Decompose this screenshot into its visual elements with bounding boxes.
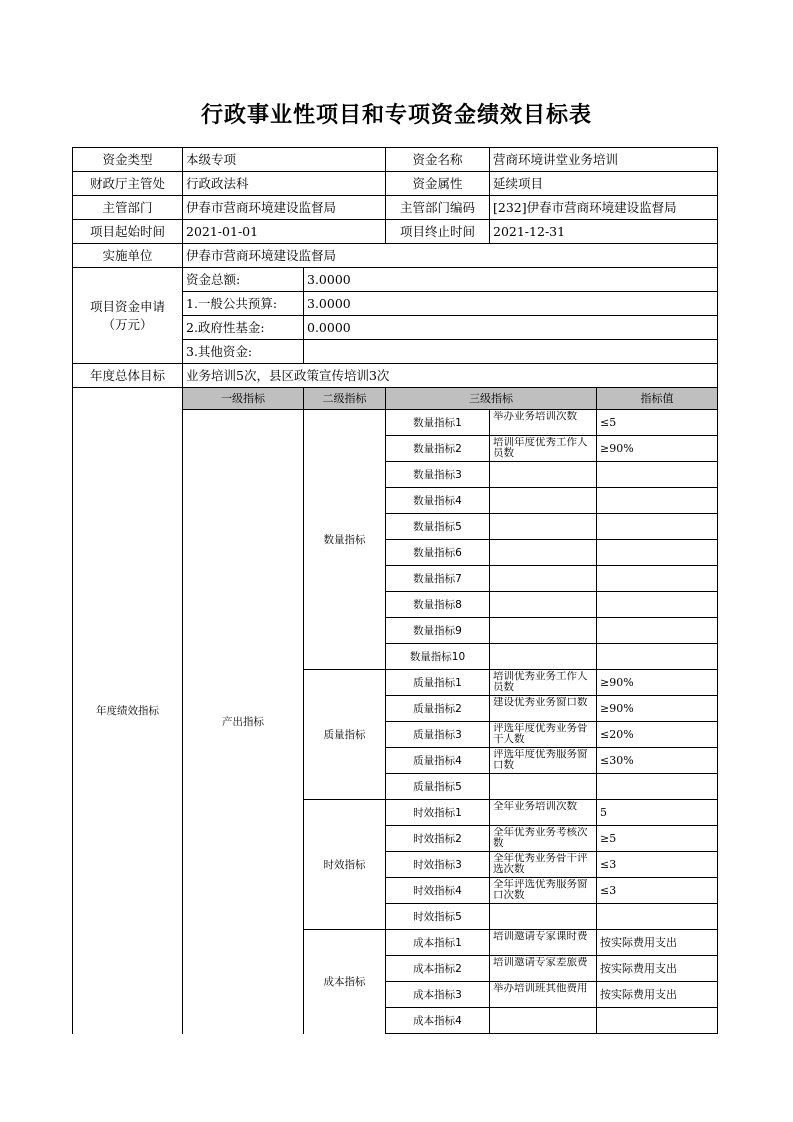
level2-label: 数量指标 <box>304 410 386 670</box>
level3-code: 数量指标7 <box>386 566 490 592</box>
dept-value: 行政政法科 <box>183 172 386 196</box>
indicator-value <box>597 904 718 930</box>
level3-code: 数量指标2 <box>386 436 490 462</box>
level3-desc <box>493 905 593 928</box>
level3-desc <box>493 541 593 564</box>
funding-row-value: 3.0000 <box>304 292 718 316</box>
level3-desc <box>493 463 593 486</box>
level3-desc-cell <box>490 410 597 436</box>
header-value: 指标值 <box>597 388 718 410</box>
funding-row-value <box>304 340 718 364</box>
indicator-value <box>597 488 718 514</box>
funding-row-label: 1.一般公共预算: <box>183 292 304 316</box>
level3-code: 成本指标4 <box>386 1008 490 1034</box>
indicator-value: ≥90% <box>597 436 718 462</box>
level3-code: 数量指标5 <box>386 514 490 540</box>
start-time-value: 2021-01-01 <box>183 220 386 244</box>
level3-code: 数量指标6 <box>386 540 490 566</box>
level3-desc-cell <box>490 982 597 1008</box>
indicator-value <box>597 566 718 592</box>
level1-output-label: 产出指标 <box>183 410 304 1034</box>
level3-code: 时效指标2 <box>386 826 490 852</box>
indicator-value <box>597 774 718 800</box>
level3-desc: 全年优秀业务考核次数 <box>493 827 588 849</box>
level3-desc-cell <box>490 670 597 696</box>
level3-desc-cell <box>490 930 597 956</box>
indicator-value: ≥90% <box>597 696 718 722</box>
indicator-value <box>597 1008 718 1034</box>
level3-desc <box>493 593 593 616</box>
impl-unit-label: 实施单位 <box>73 244 183 268</box>
indicator-value: 5 <box>597 800 718 826</box>
level3-desc-cell <box>490 696 597 722</box>
level3-desc-cell <box>490 618 597 644</box>
funding-row-label: 2.政府性基金: <box>183 316 304 340</box>
funding-label: 项目资金申请（万元） <box>73 268 183 364</box>
level3-desc: 培训年度优秀工作人员数 <box>493 437 588 459</box>
level3-code: 时效指标3 <box>386 852 490 878</box>
level3-code: 数量指标3 <box>386 462 490 488</box>
level3-desc: 举办培训班其他费用 <box>493 983 588 994</box>
level3-code: 成本指标2 <box>386 956 490 982</box>
authority-value: 伊春市营商环境建设监督局 <box>183 196 386 220</box>
level3-code: 质量指标5 <box>386 774 490 800</box>
authority-code-label: 主管部门编码 <box>386 196 490 220</box>
annual-goal-label: 年度总体目标 <box>73 364 183 388</box>
level3-code: 时效指标4 <box>386 878 490 904</box>
level3-desc-cell <box>490 826 597 852</box>
level3-desc-cell <box>490 722 597 748</box>
level3-desc: 评选年度优秀业务骨干人数 <box>493 723 588 745</box>
level3-code: 数量指标10 <box>386 644 490 670</box>
level3-desc <box>493 567 593 590</box>
indicator-value: 按实际费用支出 <box>597 982 718 1008</box>
authority-label: 主管部门 <box>73 196 183 220</box>
indicator-value: 按实际费用支出 <box>597 930 718 956</box>
page-title: 行政事业性项目和专项资金绩效目标表 <box>200 103 592 128</box>
fund-attr-value: 延续项目 <box>490 172 718 196</box>
level2-label: 时效指标 <box>304 800 386 930</box>
level3-code: 数量指标4 <box>386 488 490 514</box>
level3-code: 时效指标5 <box>386 904 490 930</box>
level3-desc-cell <box>490 774 597 800</box>
level3-desc-cell <box>490 644 597 670</box>
level3-desc-cell <box>490 436 597 462</box>
end-time-value: 2021-12-31 <box>490 220 718 244</box>
level3-desc-cell <box>490 956 597 982</box>
level3-desc: 全年优秀业务骨干评选次数 <box>493 853 588 875</box>
level3-code: 数量指标9 <box>386 618 490 644</box>
indicator-value <box>597 462 718 488</box>
level3-desc: 培训优秀业务工作人员数 <box>493 671 588 693</box>
funding-row-value: 0.0000 <box>304 316 718 340</box>
level3-desc: 评选年度优秀服务窗口数 <box>493 749 588 771</box>
level3-desc-cell <box>490 566 597 592</box>
level3-code: 质量指标2 <box>386 696 490 722</box>
level3-desc <box>493 775 593 798</box>
start-time-label: 项目起始时间 <box>73 220 183 244</box>
level3-desc: 建设优秀业务窗口数 <box>493 697 588 708</box>
indicator-value <box>597 540 718 566</box>
level3-desc: 培训邀请专家课时费 <box>493 931 588 942</box>
fund-name-value: 营商环境讲堂业务培训 <box>490 148 718 172</box>
header-level2: 二级指标 <box>304 388 386 410</box>
indicator-value <box>597 644 718 670</box>
header-level3: 三级指标 <box>386 388 597 410</box>
level3-code: 数量指标1 <box>386 410 490 436</box>
fund-name-label: 资金名称 <box>386 148 490 172</box>
funding-row-value: 3.0000 <box>304 268 718 292</box>
level3-desc <box>493 515 593 538</box>
funding-row-label: 3.其他资金: <box>183 340 304 364</box>
annual-goal-value: 业务培训5次，县区政策宣传培训3次 <box>183 364 718 388</box>
level3-desc: 全年业务培训次数 <box>493 801 577 812</box>
end-time-label: 项目终止时间 <box>386 220 490 244</box>
level3-code: 质量指标1 <box>386 670 490 696</box>
level2-label: 成本指标 <box>304 930 386 1034</box>
level3-desc: 全年评选优秀服务窗口次数 <box>493 879 588 901</box>
level3-desc <box>493 619 593 642</box>
level3-desc-cell <box>490 514 597 540</box>
fund-type-value: 本级专项 <box>183 148 386 172</box>
level3-desc-cell <box>490 1008 597 1034</box>
level3-desc-cell <box>490 540 597 566</box>
fund-type-label: 资金类型 <box>73 148 183 172</box>
indicator-value <box>597 618 718 644</box>
indicator-value: ≥90% <box>597 670 718 696</box>
indicator-section-label: 年度绩效指标 <box>73 388 183 1034</box>
level3-code: 数量指标8 <box>386 592 490 618</box>
indicator-value: ≤3 <box>597 852 718 878</box>
level3-desc-cell <box>490 462 597 488</box>
indicator-value: 按实际费用支出 <box>597 956 718 982</box>
indicator-value: ≤30% <box>597 748 718 774</box>
authority-code-value: [232]伊春市营商环境建设监督局 <box>490 196 718 220</box>
level3-desc-cell <box>490 592 597 618</box>
level3-desc-cell <box>490 852 597 878</box>
level3-desc-cell <box>490 748 597 774</box>
level3-desc <box>493 489 593 512</box>
level3-desc <box>493 1009 593 1032</box>
level3-desc: 举办业务培训次数 <box>493 411 577 422</box>
header-level1: 一级指标 <box>183 388 304 410</box>
level3-desc-cell <box>490 878 597 904</box>
indicator-value: ≥5 <box>597 826 718 852</box>
level3-desc: 培训邀请专家差旅费 <box>493 957 588 968</box>
level3-code: 时效指标1 <box>386 800 490 826</box>
level3-desc <box>493 645 593 668</box>
indicator-value: ≤3 <box>597 878 718 904</box>
impl-unit-value: 伊春市营商环境建设监督局 <box>183 244 718 268</box>
indicator-value <box>597 514 718 540</box>
level3-desc-cell <box>490 904 597 930</box>
fund-attr-label: 资金属性 <box>386 172 490 196</box>
level3-desc-cell <box>490 488 597 514</box>
level3-code: 成本指标1 <box>386 930 490 956</box>
level3-code: 质量指标3 <box>386 722 490 748</box>
indicator-value: ≤20% <box>597 722 718 748</box>
indicator-value: ≤5 <box>597 410 718 436</box>
level3-code: 质量指标4 <box>386 748 490 774</box>
indicator-value <box>597 592 718 618</box>
level2-label: 质量指标 <box>304 670 386 800</box>
level3-desc-cell <box>490 800 597 826</box>
dept-label: 财政厅主管处 <box>73 172 183 196</box>
performance-table <box>72 147 718 1034</box>
level3-code: 成本指标3 <box>386 982 490 1008</box>
funding-row-label: 资金总额: <box>183 268 304 292</box>
